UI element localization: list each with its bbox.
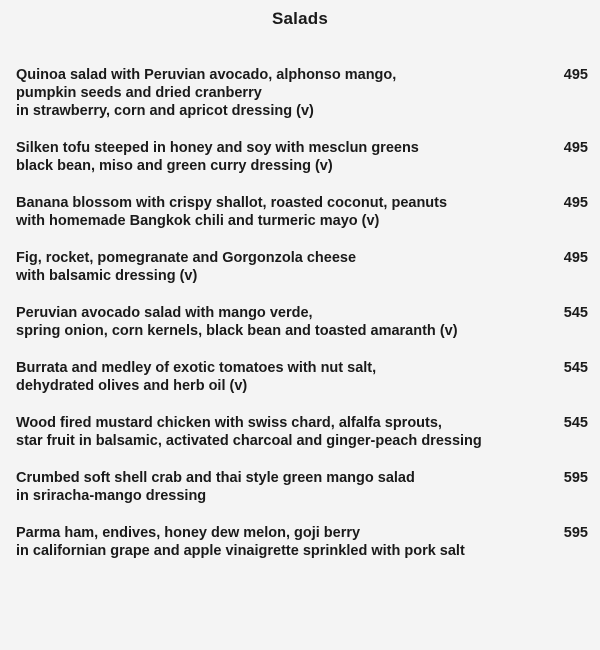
menu-item-description: Fig, rocket, pomegranate and Gorgonzola cheese with balsamic dressing (v) [16,250,357,284]
menu-item [16,66,590,120]
menu-item [16,194,590,230]
menu-item-description: Quinoa salad with Peruvian avocado, alphonso mango, pumpkin seeds and dried cranberry in strawberry, corn and apricot dressing (v) [16,67,397,119]
menu-item-price: 545 [563,360,588,376]
menu-item-description: Crumbed soft shell crab and thai style green mango salad in sriracha-mango dressing [16,470,415,504]
menu-item-price: 495 [563,250,588,266]
menu-section-title: Salads [271,9,328,28]
menu-item-price: 545 [563,415,588,431]
menu-item-price: 495 [563,195,588,211]
menu-item-description: Wood fired mustard chicken with swiss chard, alfalfa sprouts, star fruit in balsamic, activated charcoal and ginger-peach dressing [16,415,482,449]
menu-item-price: 595 [563,525,588,541]
menu-item [16,414,590,450]
menu-item-description: Silken tofu steeped in honey and soy with mesclun greens black bean, miso and green curry dressing (v) [16,140,419,174]
menu-item-description: Burrata and medley of exotic tomatoes with nut salt, dehydrated olives and herb oil (v) [16,360,377,394]
menu-item [16,304,590,340]
menu-item [16,139,590,175]
menu-item-list [16,66,590,579]
menu-item-price: 495 [563,67,588,83]
menu-item-price: 595 [563,470,588,486]
menu-item-description: Banana blossom with crispy shallot, roasted coconut, peanuts with homemade Bangkok chili and turmeric mayo (v) [16,195,448,229]
menu-item [16,469,590,505]
menu-item-description: Peruvian avocado salad with mango verde, spring onion, corn kernels, black bean and toasted amaranth (v) [16,305,458,339]
menu-item-description: Parma ham, endives, honey dew melon, goji berry in californian grape and apple vinaigrette sprinkled with pork salt [16,525,465,559]
menu-item [16,524,590,560]
menu-item-price: 545 [563,305,588,321]
menu-item [16,359,590,395]
menu-item [16,249,590,285]
menu-item-price: 495 [563,140,588,156]
